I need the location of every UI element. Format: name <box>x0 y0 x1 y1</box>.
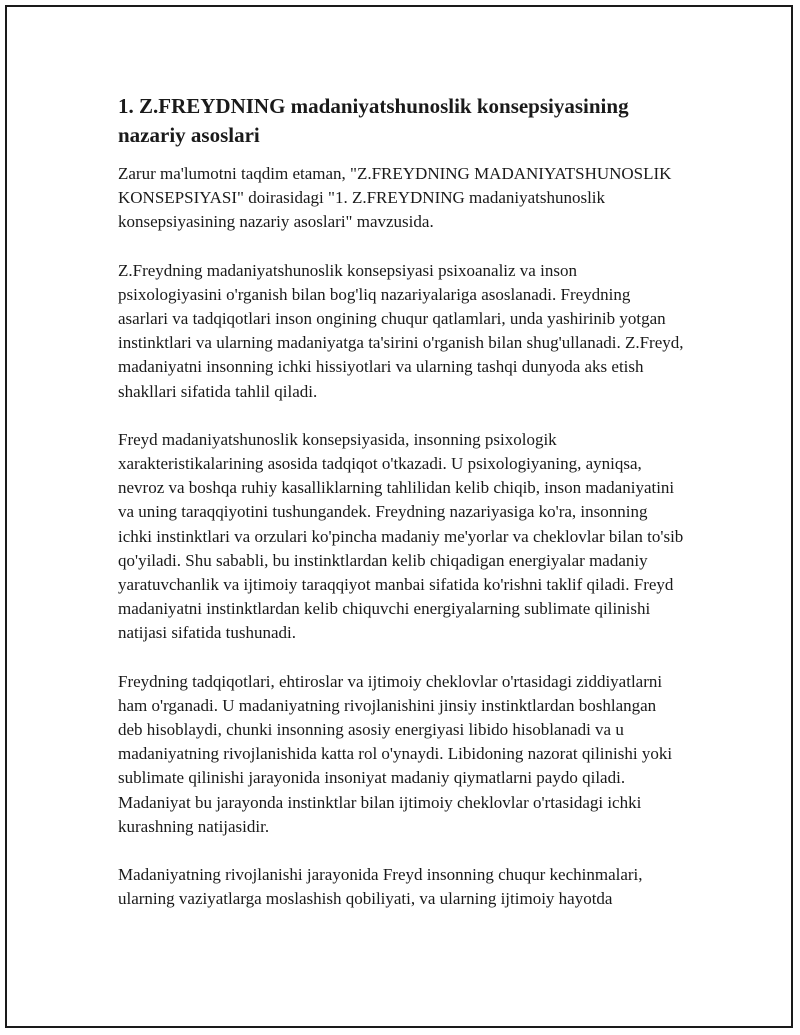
paragraph-culture-development: Madaniyatning rivojlanishi jarayonida Freyd insonning chuqur kechinmalari, ularning vaziyatlarga moslashish qobiliyati, va ularning ijtimoiy hayotda <box>118 865 643 909</box>
paragraph-psychological-research: Freyd madaniyatshunoslik konsepsiyasida, insonning psixologik xarakteristikalarining asosida tadqiqot o'tkazadi. U psixologiyaning, ayniqsa, nevroz va boshqa ruhiy kasalliklarning tahlilidan kelib chiqib, inson madaniyatini va uning taraqqiyotini tushungandek. Freydning nazariyasiga ko'ra, insonning ichki instinktlari va orzulari ko'pincha madaniy me'yorlar va cheklovlar bilan to'sib qo'yiladi. Shu sababli, bu instinktlardan kelib chiqadigan energiyalar madaniy yaratuvchanlik va ijtimoiy taraqqiyot manbai sifatida ko'rishni taklif qiladi. Freyd madaniyatni instinktlardan kelib chiquvchi energiyalarning sublimate qilinishi natijasi sifatida tushunadi. <box>118 429 684 643</box>
paragraph-intro: Zarur ma'lumotni taqdim etaman, "Z.FREYDNING MADANIYATSHUNOSLIK KONSEPSIYASI" doirasidagi "1. Z.FREYDNING madaniyatshunoslik konsepsiyasining nazariy asoslari" mavzusida. <box>118 164 672 232</box>
document-title: 1. Z.FREYDNING madaniyatshunoslik konsepsiyasining nazariy asoslari <box>118 94 629 147</box>
paragraph-concept-basis: Z.Freydning madaniyatshunoslik konsepsiyasi psixoanaliz va inson psixologiyasini o'rganish bilan bog'liq nazariyalariga asoslanadi. Freydning asarlari va tadqiqotlari inson ongining chuqur qatlamlari, unda yashirinib yotgan instinktlari va ularning madaniyatga ta'sirini o'rganish bilan shug'ullanadi. Z.Freyd, madaniyatni insonning ichki hissiyotlari va ularning tashqi dunyoda aks etish shakllari sifatida tahlil qiladi. <box>118 260 684 401</box>
document-body <box>118 92 684 935</box>
paragraph-conflicts-libido: Freydning tadqiqotlari, ehtiroslar va ijtimoiy cheklovlar o'rtasidagi ziddiyatlarni ham o'rganadi. U madaniyatning rivojlanishini jinsiy instinktlardan boshlangan deb hisoblaydi, chunki insonning asosiy energiyasi libido hisoblanadi va u madaniyatning rivojlanishida katta rol o'ynaydi. Libidoning nazorat qilinishi yoki sublimate qilinishi jarayonida insoniyat madaniy qiymatlarni paydo qiladi. Madaniyat bu jarayonda instinktlar bilan ijtimoiy cheklovlar o'rtasidagi ichki kurashning natijasidir. <box>118 671 673 836</box>
